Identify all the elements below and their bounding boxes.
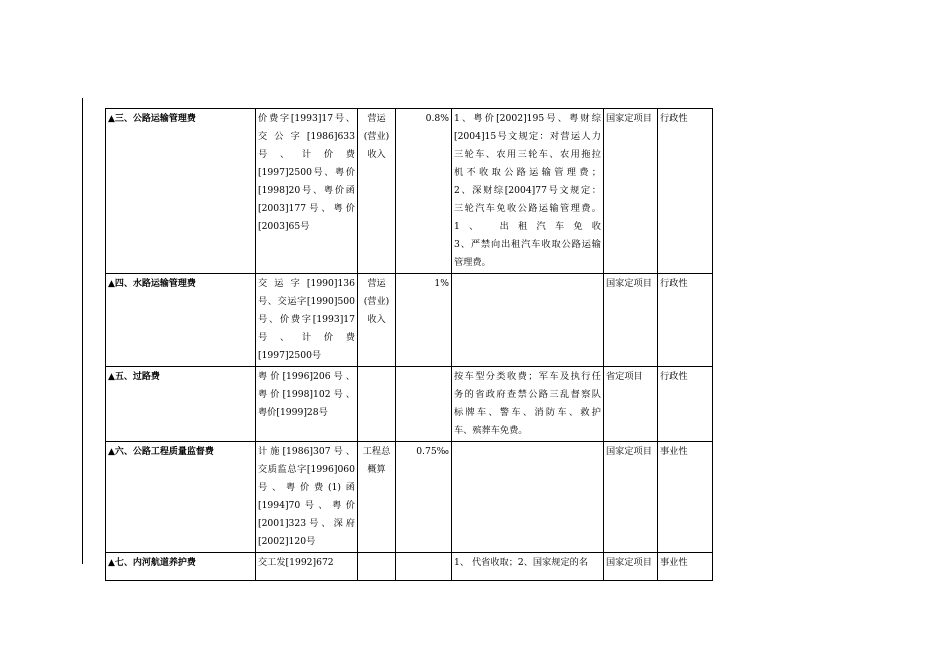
policy-basis-cell-line: 号、价费字[1993]17 bbox=[258, 314, 355, 325]
charge-base-cell bbox=[358, 274, 396, 367]
fee-table-body bbox=[106, 109, 713, 581]
notes-cell-line: 3、严禁向出租汽车收取公路运输 bbox=[454, 239, 601, 250]
rate-cell: 0.8% bbox=[396, 109, 452, 274]
policy-basis-cell-line: 号 、 计 价 费 bbox=[258, 149, 355, 160]
fee-name-cell: ▲七、内河航道养护费 bbox=[106, 553, 256, 581]
fee-row bbox=[106, 553, 713, 581]
fee-name-cell: ▲五、过路费 bbox=[106, 367, 256, 442]
charge-base-cell-line: 收入 bbox=[367, 314, 386, 325]
policy-basis-cell-line: [1997]2500号、粤价 bbox=[258, 167, 355, 178]
policy-basis-cell bbox=[256, 274, 358, 367]
fee-table bbox=[105, 108, 713, 581]
policy-basis-cell-line: 价费字[1993]17号、 bbox=[258, 113, 355, 124]
rate-cell: 1% bbox=[396, 274, 452, 367]
fee-name-cell: ▲三、公路运输管理费 bbox=[106, 109, 256, 274]
notes-cell-line: 务的省政府查禁公路三乱督察队 bbox=[454, 389, 601, 400]
charge-base-cell-line: 概算 bbox=[367, 464, 386, 475]
policy-basis-cell-line: 粤价[1999]28号 bbox=[258, 407, 328, 418]
policy-basis-cell-line: [2003]65号 bbox=[258, 221, 310, 232]
policy-basis-cell-line: 号、交运字[1990]500 bbox=[258, 296, 355, 307]
notes-cell bbox=[452, 109, 604, 274]
charge-base-cell-line: (营业) bbox=[363, 296, 390, 307]
policy-basis-cell-line: [1997]2500号 bbox=[258, 350, 322, 361]
policy-basis-cell-line: 交工发[1992]672 bbox=[258, 557, 334, 568]
rate-cell bbox=[396, 553, 452, 581]
notes-cell-line: 1、粤价[2002]195号、粤财综 bbox=[454, 113, 601, 124]
policy-basis-cell-line: [1994]70号、粤价 bbox=[258, 500, 355, 511]
policy-basis-cell-line: 粤价[1996]206号、 bbox=[258, 371, 355, 382]
notes-cell-line: 1、 出租汽车免收 bbox=[454, 221, 601, 232]
policy-basis-cell-line: [2001]323号、深府 bbox=[258, 518, 355, 529]
policy-basis-cell-line: 粤价[1998]102号、 bbox=[258, 389, 355, 400]
project-category-cell: 国家定项目 bbox=[604, 442, 658, 553]
left-margin-line bbox=[82, 98, 83, 564]
notes-cell-line: 2、深财综[2004]77号文规定： bbox=[454, 185, 601, 196]
project-category-cell: 省定项目 bbox=[604, 367, 658, 442]
fee-nature-cell: 事业性 bbox=[658, 553, 713, 581]
policy-basis-cell-line: 交公字[1986]633 bbox=[258, 131, 355, 142]
notes-cell-line: 车、殡葬车免费。 bbox=[454, 425, 528, 436]
notes-cell-line: 三轮车、农用三轮车、农用拖拉 bbox=[454, 149, 601, 160]
project-category-cell: 国家定项目 bbox=[604, 274, 658, 367]
fee-nature-cell: 行政性 bbox=[658, 274, 713, 367]
fee-row bbox=[106, 109, 713, 274]
project-category-cell: 国家定项目 bbox=[604, 553, 658, 581]
notes-cell bbox=[452, 274, 604, 367]
notes-cell bbox=[452, 553, 604, 581]
fee-name-cell: ▲四、水路运输管理费 bbox=[106, 274, 256, 367]
fee-nature-cell: 行政性 bbox=[658, 109, 713, 274]
charge-base-cell-line: 营运 bbox=[367, 113, 386, 124]
fee-row bbox=[106, 442, 713, 553]
policy-basis-cell bbox=[256, 553, 358, 581]
policy-basis-cell-line: 计施[1986]307号、 bbox=[258, 446, 355, 457]
notes-cell-line: 机不收取公路运输管理费； bbox=[454, 167, 601, 178]
notes-cell-line: 按车型分类收费；军车及执行任 bbox=[454, 371, 601, 382]
fee-row bbox=[106, 274, 713, 367]
charge-base-cell-line: 工程总 bbox=[362, 446, 391, 457]
fee-row bbox=[106, 367, 713, 442]
rate-cell: 0.75‰ bbox=[396, 442, 452, 553]
notes-cell-line: 管理费。 bbox=[454, 257, 491, 268]
charge-base-cell bbox=[358, 442, 396, 553]
notes-cell bbox=[452, 442, 604, 553]
fee-name-cell: ▲六、公路工程质量监督费 bbox=[106, 442, 256, 553]
notes-cell-line: 1、 代省收取；2、国家规定的名 bbox=[454, 557, 589, 568]
charge-base-cell-line: 营运 bbox=[367, 278, 386, 289]
policy-basis-cell bbox=[256, 442, 358, 553]
fee-nature-cell: 行政性 bbox=[658, 367, 713, 442]
charge-base-cell bbox=[358, 553, 396, 581]
policy-basis-cell-line: [2002]120号 bbox=[258, 536, 316, 547]
policy-basis-cell bbox=[256, 109, 358, 274]
notes-cell-line: [2004]15号文规定：对营运人力 bbox=[454, 131, 601, 142]
rate-cell bbox=[396, 367, 452, 442]
charge-base-cell-line: (营业) bbox=[363, 131, 390, 142]
policy-basis-cell bbox=[256, 367, 358, 442]
policy-basis-cell-line: 交运字[1990]136 bbox=[258, 278, 355, 289]
notes-cell-line: 三轮汽车免收公路运输管理费。 bbox=[454, 203, 601, 214]
fee-nature-cell: 事业性 bbox=[658, 442, 713, 553]
notes-cell-line: 标牌车、警车、消防车、救护 bbox=[454, 407, 601, 418]
project-category-cell: 国家定项目 bbox=[604, 109, 658, 274]
policy-basis-cell-line: 交质监总字[1996]060 bbox=[258, 464, 355, 475]
policy-basis-cell-line: [2003]177号、粤价 bbox=[258, 203, 355, 214]
policy-basis-cell-line: [1998]20号、粤价函 bbox=[258, 185, 355, 196]
charge-base-cell bbox=[358, 367, 396, 442]
notes-cell bbox=[452, 367, 604, 442]
charge-base-cell bbox=[358, 109, 396, 274]
policy-basis-cell-line: 号、粤价费(1)函 bbox=[258, 482, 355, 493]
policy-basis-cell-line: 号 、 计 价 费 bbox=[258, 332, 355, 343]
charge-base-cell-line: 收入 bbox=[367, 149, 386, 160]
